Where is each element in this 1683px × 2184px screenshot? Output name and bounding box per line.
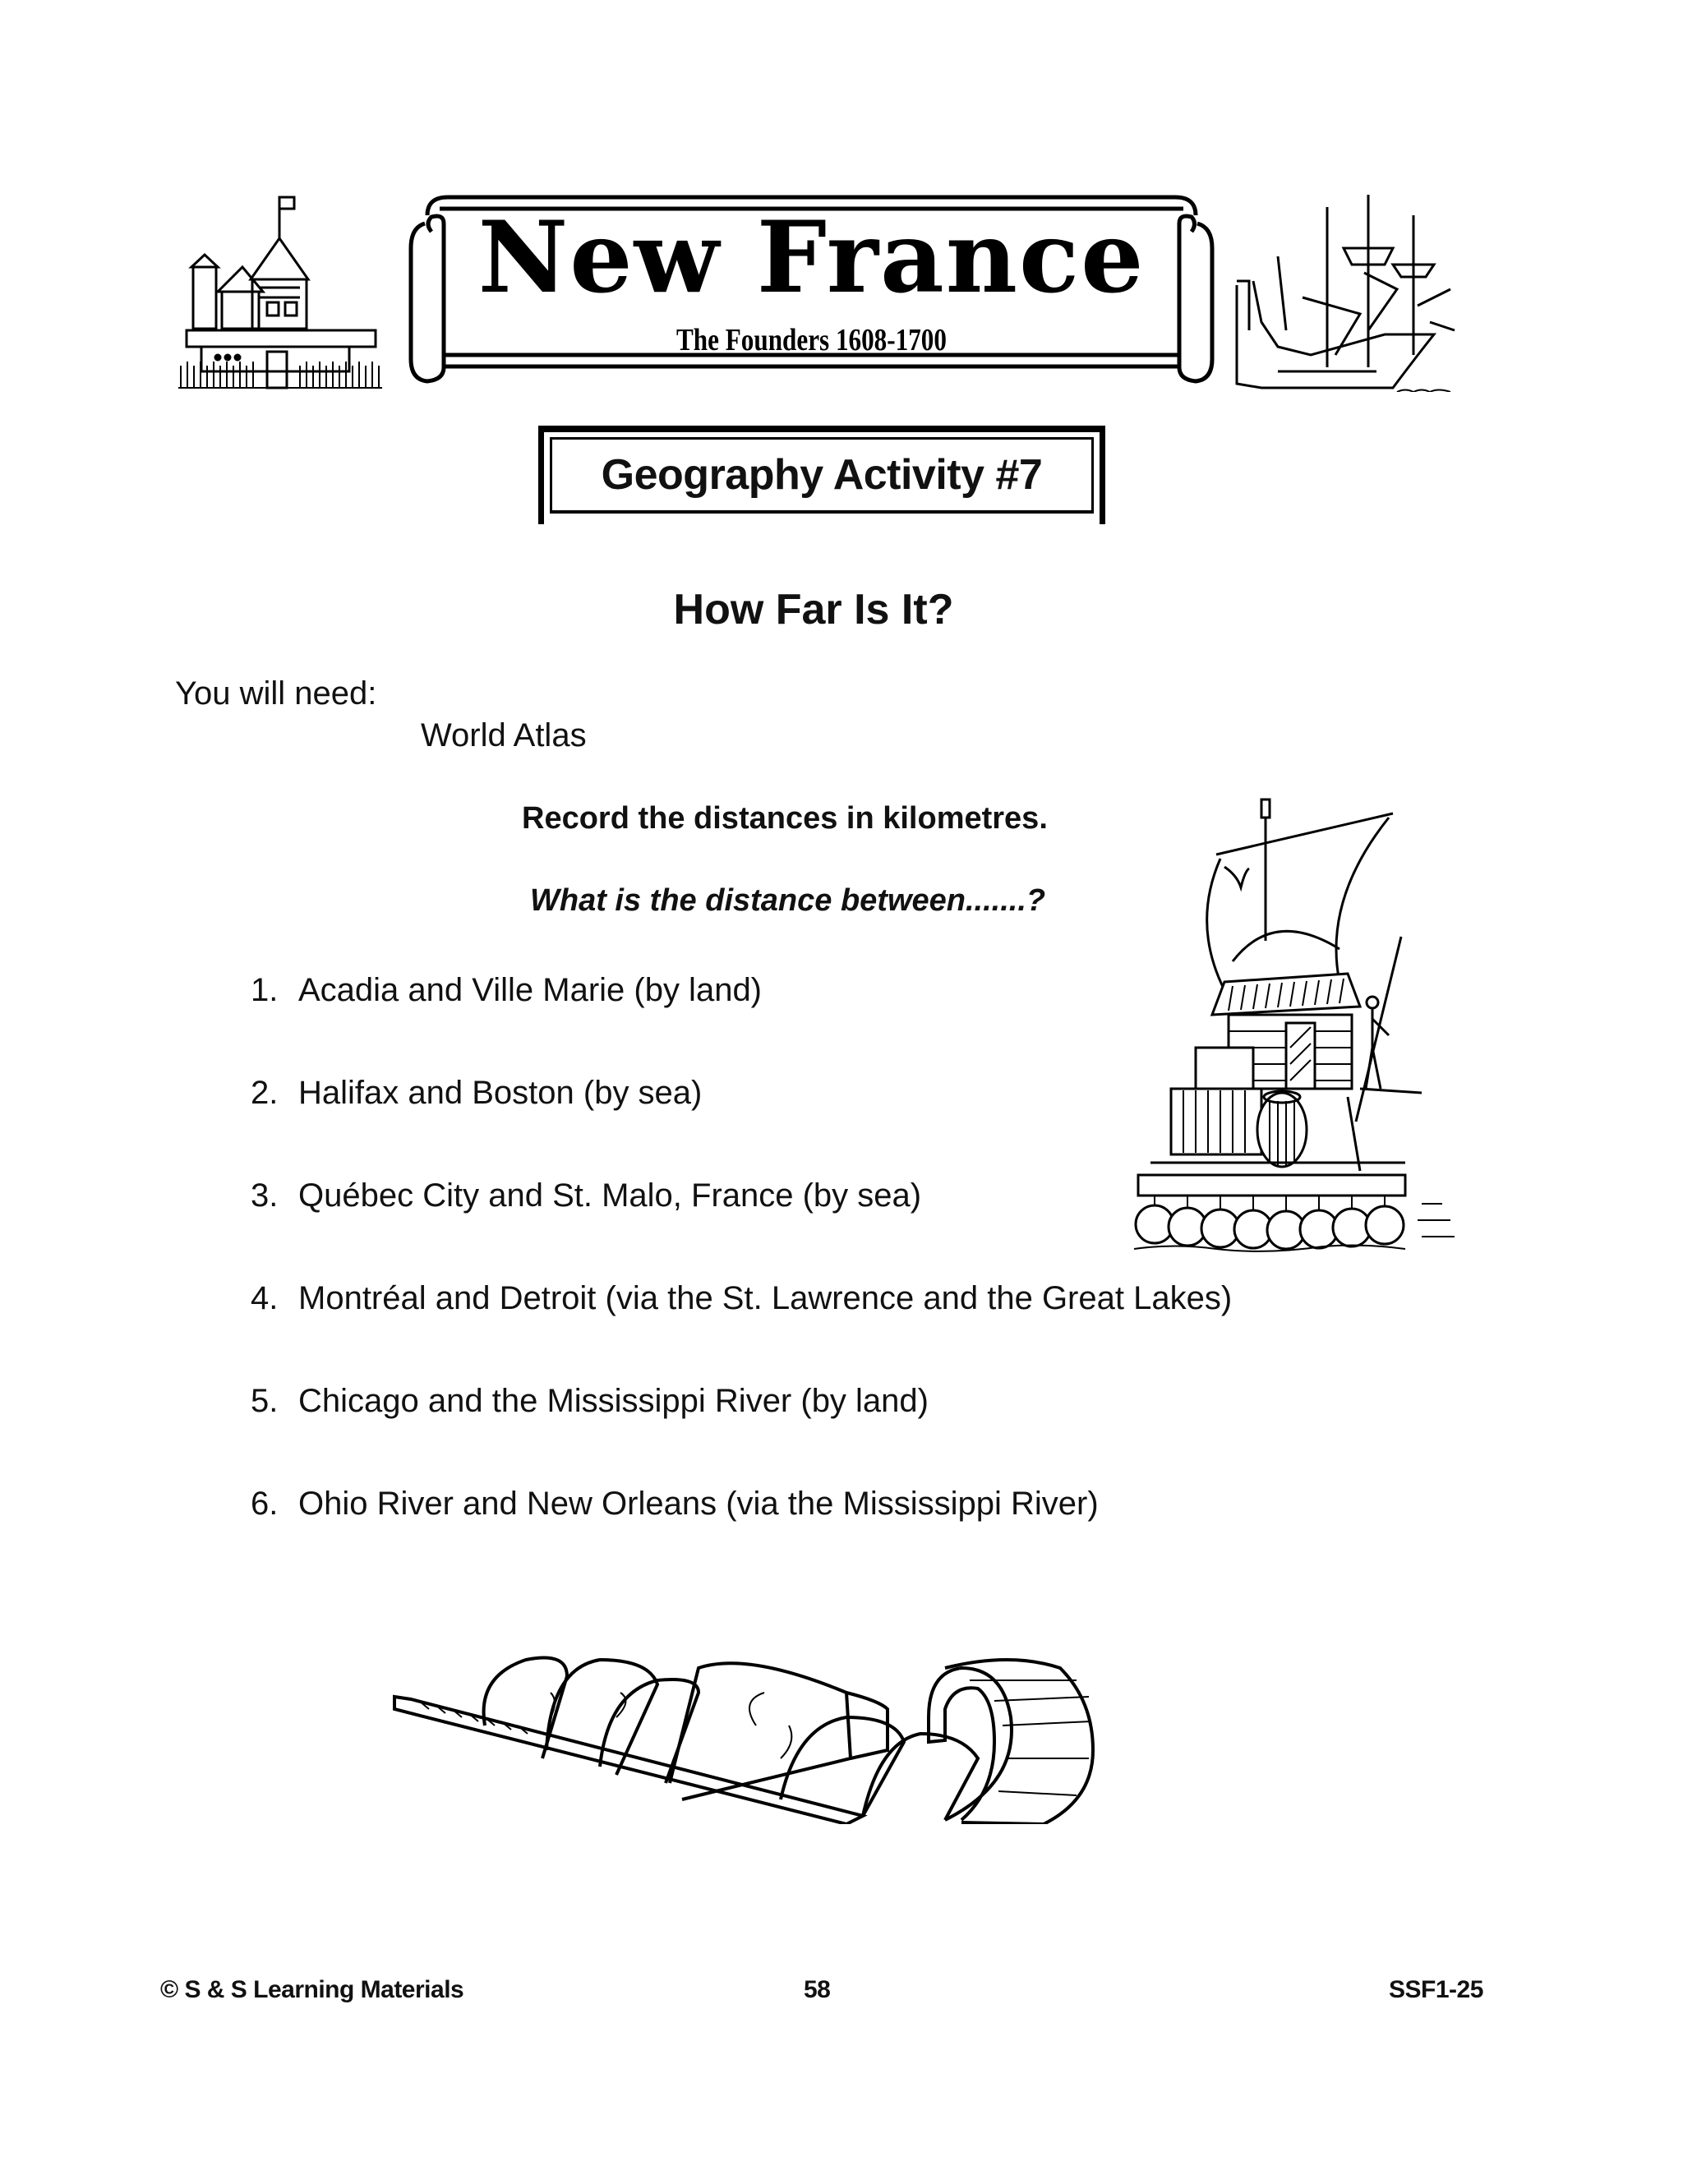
item-number: 6.	[251, 1486, 279, 1522]
question-prompt: What is the distance between.......?	[530, 883, 1046, 918]
product-code: SSF1-25	[1389, 1976, 1483, 2003]
page-subtitle: The Founders 1608-1700	[676, 323, 947, 357]
list-item	[251, 1383, 929, 1420]
item-number: 4.	[251, 1280, 279, 1316]
publisher-credit: © S & S Learning Materials	[160, 1976, 464, 2003]
materials-item: World Atlas	[421, 717, 587, 753]
loaded-toboggan-icon	[386, 1619, 1224, 1824]
list-item	[251, 1075, 702, 1112]
item-number: 3.	[251, 1177, 279, 1214]
item-text: Chicago and the Mississippi River (by land)	[298, 1383, 929, 1419]
page-number: 58	[804, 1976, 831, 2003]
activity-label: Geography Activity #7	[601, 451, 1043, 499]
item-number: 2.	[251, 1075, 279, 1111]
log-raft-with-sail-icon	[1077, 776, 1463, 1261]
materials-label: You will need:	[175, 675, 377, 712]
item-text: Québec City and St. Malo, France (by sea)	[298, 1177, 922, 1214]
fort-house-icon	[177, 189, 386, 390]
list-item	[251, 1280, 1232, 1317]
item-number: 1.	[251, 972, 279, 1008]
title-banner	[407, 191, 1216, 388]
activity-label-box	[538, 426, 1105, 528]
item-text: Ohio River and New Orleans (via the Mississippi River)	[298, 1486, 1099, 1522]
sailing-ship-icon	[1229, 191, 1459, 392]
activity-heading: How Far Is It?	[673, 586, 954, 634]
item-number: 5.	[251, 1383, 279, 1419]
list-item	[251, 1177, 921, 1214]
item-text: Acadia and Ville Marie (by land)	[298, 972, 763, 1008]
list-item	[251, 972, 762, 1009]
list-item	[251, 1486, 1099, 1523]
item-text: Halifax and Boston (by sea)	[298, 1075, 703, 1111]
instruction-text: Record the distances in kilometres.	[522, 801, 1048, 836]
item-text: Montréal and Detroit (via the St. Lawrence and the Great Lakes)	[298, 1280, 1233, 1316]
page-title: New France	[477, 200, 1146, 316]
